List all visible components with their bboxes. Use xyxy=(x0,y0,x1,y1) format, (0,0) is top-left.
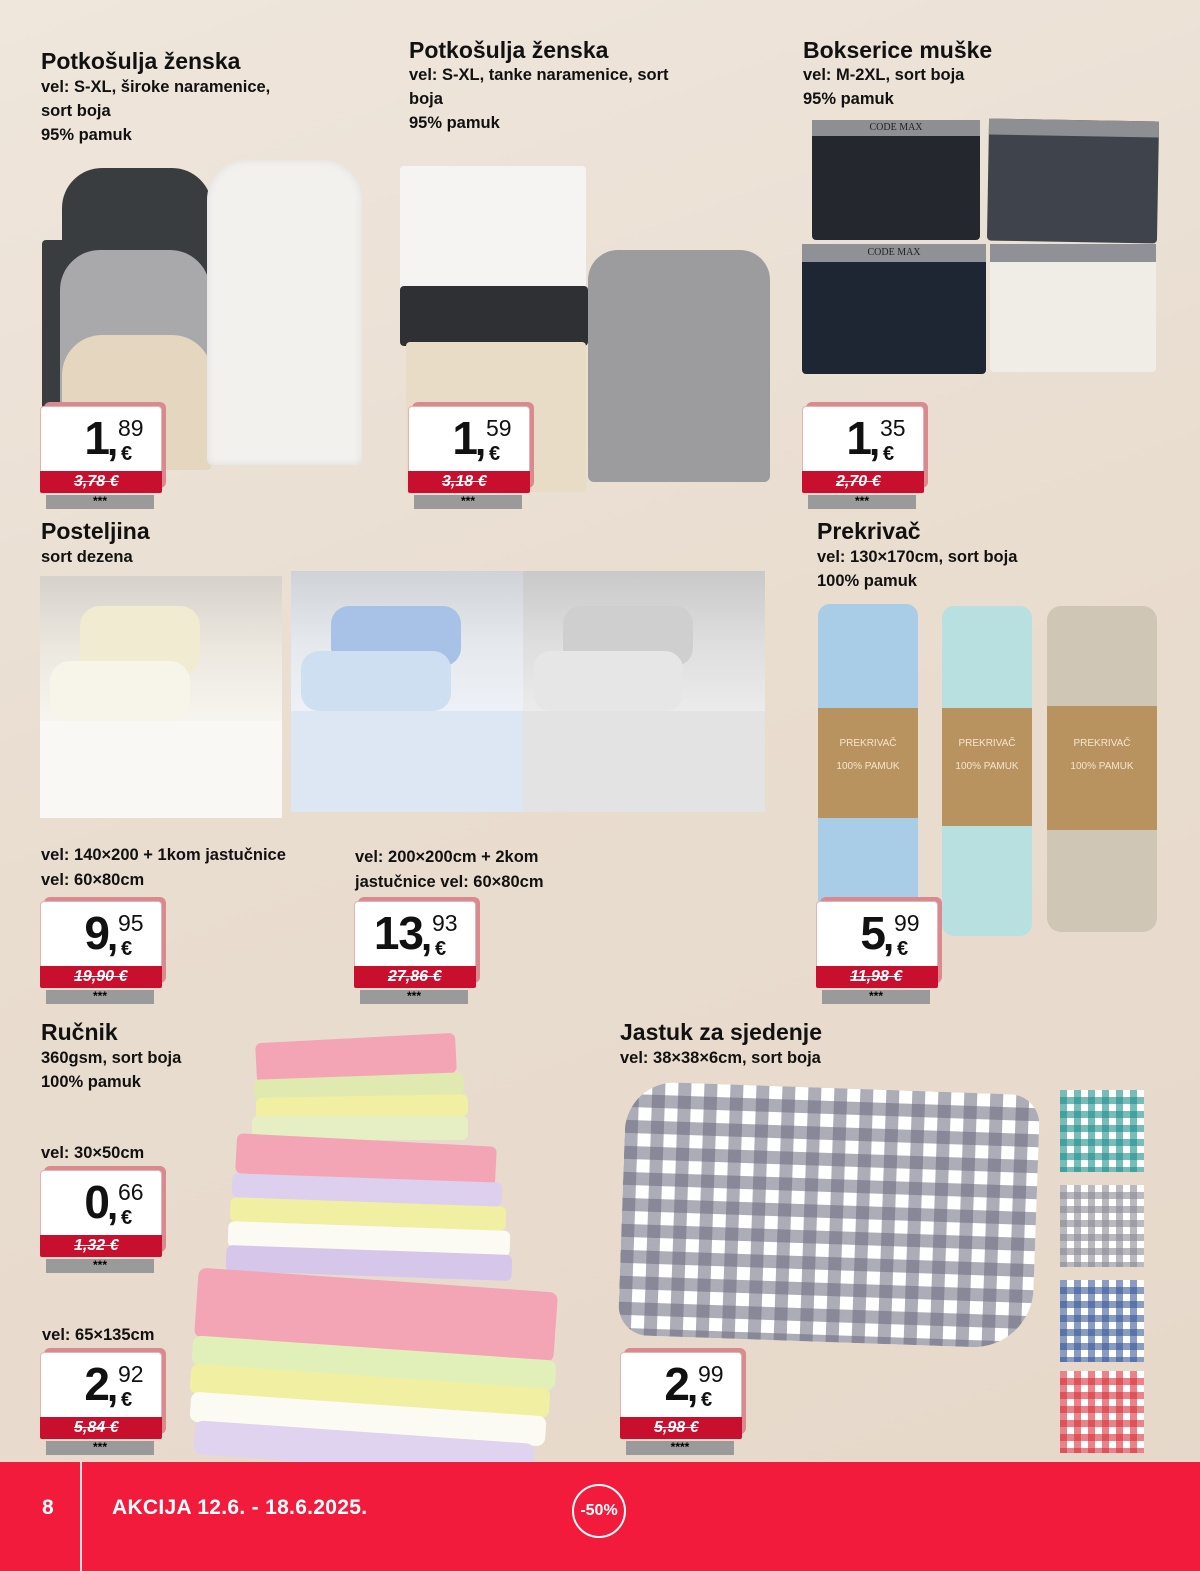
size-label-rucnik-1: vel: 30×50cm xyxy=(41,1144,145,1162)
product-desc-posteljina: sort dezena xyxy=(41,548,133,566)
price-currency: € xyxy=(883,443,895,465)
price-cents: 59 xyxy=(486,415,512,441)
price-stars: *** xyxy=(46,1259,154,1273)
price-euros: 0 xyxy=(84,1176,109,1228)
price-stars: **** xyxy=(626,1441,734,1455)
product-title-rucnik: Ručnik xyxy=(41,1019,118,1045)
price-tag-potkosulja-siroke: 1 , 89 € 3,78 € *** xyxy=(40,406,166,512)
price-tag-prekrivac: 5 , 99 € 11,98 € *** xyxy=(816,901,942,1007)
product-desc-jastuk: vel: 38×38×6cm, sort boja xyxy=(620,1049,821,1067)
blanket-band-line1-b: PREKRIVAČ xyxy=(958,738,1016,749)
price-stars: *** xyxy=(46,495,154,509)
product-title-potkosulja-siroke: Potkošulja ženska xyxy=(41,48,241,74)
old-price: 11,98 € xyxy=(850,968,903,985)
price-stars: *** xyxy=(414,495,522,509)
price-stars: *** xyxy=(46,1441,154,1455)
size-label-posteljina-1: vel: 140×200 + 1kom jastučnice vel: 60×80cm xyxy=(41,846,286,889)
page-number: 8 xyxy=(42,1496,54,1519)
old-price: 5,84 € xyxy=(74,1419,119,1436)
price-stars: *** xyxy=(822,990,930,1004)
blanket-band-line1: PREKRIVAČ xyxy=(839,738,897,749)
product-image-boxers xyxy=(800,116,1160,378)
price-tag-rucnik-1: 0 , 66 € 1,32 € *** xyxy=(40,1170,166,1276)
price-cents: 95 xyxy=(118,910,144,936)
color-swatch-red xyxy=(1060,1371,1144,1453)
product-image-bedding-cream xyxy=(40,576,282,818)
price-cents: 66 xyxy=(118,1179,144,1205)
product-desc-prekrivac: vel: 130×170cm, sort boja 100% pamuk xyxy=(817,548,1018,590)
product-image-seat-cushion xyxy=(618,1081,1041,1349)
discount-badge: -50% xyxy=(572,1484,626,1538)
old-price: 3,18 € xyxy=(442,473,487,490)
price-currency: € xyxy=(121,1207,133,1229)
price-cents: 89 xyxy=(118,415,144,441)
product-title-posteljina: Posteljina xyxy=(41,518,150,544)
old-price: 3,78 € xyxy=(74,473,119,490)
price-stars: *** xyxy=(46,990,154,1004)
blanket-band-line2-c: 100% PAMUK xyxy=(1070,761,1134,772)
price-stars: *** xyxy=(808,495,916,509)
product-image-bedding-grey xyxy=(523,571,765,812)
promo-period: AKCIJA 12.6. - 18.6.2025. xyxy=(112,1496,368,1519)
price-euros: 1 xyxy=(84,412,109,464)
price-currency: € xyxy=(897,938,909,960)
price-cents: 99 xyxy=(894,910,920,936)
price-tag-rucnik-2: 2 , 92 € 5,84 € *** xyxy=(40,1352,166,1458)
price-currency: € xyxy=(435,938,447,960)
price-tag-jastuk: 2 , 99 € 5,98 € **** xyxy=(620,1352,746,1458)
blanket-band-line1-c: PREKRIVAČ xyxy=(1073,738,1131,749)
old-price: 19,90 € xyxy=(74,968,128,985)
price-tag-bokserice: 1 , 35 € 2,70 € *** xyxy=(802,406,928,512)
price-euros: 5 xyxy=(860,907,885,959)
price-cents: 35 xyxy=(880,415,906,441)
price-currency: € xyxy=(121,1389,133,1411)
size-label-posteljina-2: vel: 200×200cm + 2kom jastučnice vel: 60×80cm xyxy=(355,848,544,891)
product-title-bokserice: Bokserice muške xyxy=(803,37,993,63)
product-desc-rucnik: 360gsm, sort boja 100% pamuk xyxy=(41,1049,182,1091)
price-cents: 99 xyxy=(698,1361,724,1387)
product-image-bedding-blue xyxy=(291,571,523,812)
price-tag-posteljina-1: 9 , 95 € 19,90 € *** xyxy=(40,901,166,1007)
color-swatch-blue xyxy=(1060,1280,1144,1362)
price-euros: 13 xyxy=(373,907,423,959)
old-price: 2,70 € xyxy=(836,473,881,490)
price-currency: € xyxy=(121,443,133,465)
footer-bar xyxy=(0,1462,1200,1571)
product-title-potkosulja-tanke: Potkošulja ženska xyxy=(409,37,609,63)
blanket-band-line2-b: 100% PAMUK xyxy=(955,761,1019,772)
size-label-rucnik-2: vel: 65×135cm xyxy=(42,1326,155,1344)
boxer-waistband-label-2: CODE MAX xyxy=(802,244,986,262)
price-cents: 92 xyxy=(118,1361,144,1387)
price-tag-posteljina-2: 13 , 93 € 27,86 € *** xyxy=(354,901,480,1007)
footer-divider xyxy=(80,1462,82,1571)
product-desc-potkosulja-tanke: vel: S-XL, tanke naramenice, sort boja 95% pamuk xyxy=(409,66,669,132)
product-image-blankets xyxy=(815,604,1160,940)
price-currency: € xyxy=(701,1389,713,1411)
price-euros: 1 xyxy=(846,412,871,464)
old-price: 27,86 € xyxy=(388,968,442,985)
product-desc-potkosulja-siroke: vel: S-XL, široke naramenice, sort boja 95% pamuk xyxy=(41,78,271,144)
blanket-band-line2: 100% PAMUK xyxy=(836,761,900,772)
product-title-jastuk: Jastuk za sjedenje xyxy=(620,1019,822,1045)
price-euros: 2 xyxy=(84,1358,109,1410)
product-image-towels xyxy=(186,1018,566,1488)
price-euros: 2 xyxy=(664,1358,689,1410)
price-euros: 1 xyxy=(452,412,477,464)
price-currency: € xyxy=(489,443,501,465)
price-euros: 9 xyxy=(84,907,109,959)
product-desc-bokserice: vel: M-2XL, sort boja 95% pamuk xyxy=(803,66,965,108)
price-cents: 93 xyxy=(432,910,458,936)
color-swatch-grey xyxy=(1060,1185,1144,1267)
product-title-prekrivac: Prekrivač xyxy=(817,518,921,544)
price-currency: € xyxy=(121,938,133,960)
boxer-waistband-label: CODE MAX xyxy=(812,120,980,136)
old-price: 1,32 € xyxy=(74,1237,119,1254)
old-price: 5,98 € xyxy=(654,1419,699,1436)
color-swatch-teal xyxy=(1060,1090,1144,1172)
price-tag-potkosulja-tanke: 1 , 59 € 3,18 € *** xyxy=(408,406,534,512)
price-stars: *** xyxy=(360,990,468,1004)
